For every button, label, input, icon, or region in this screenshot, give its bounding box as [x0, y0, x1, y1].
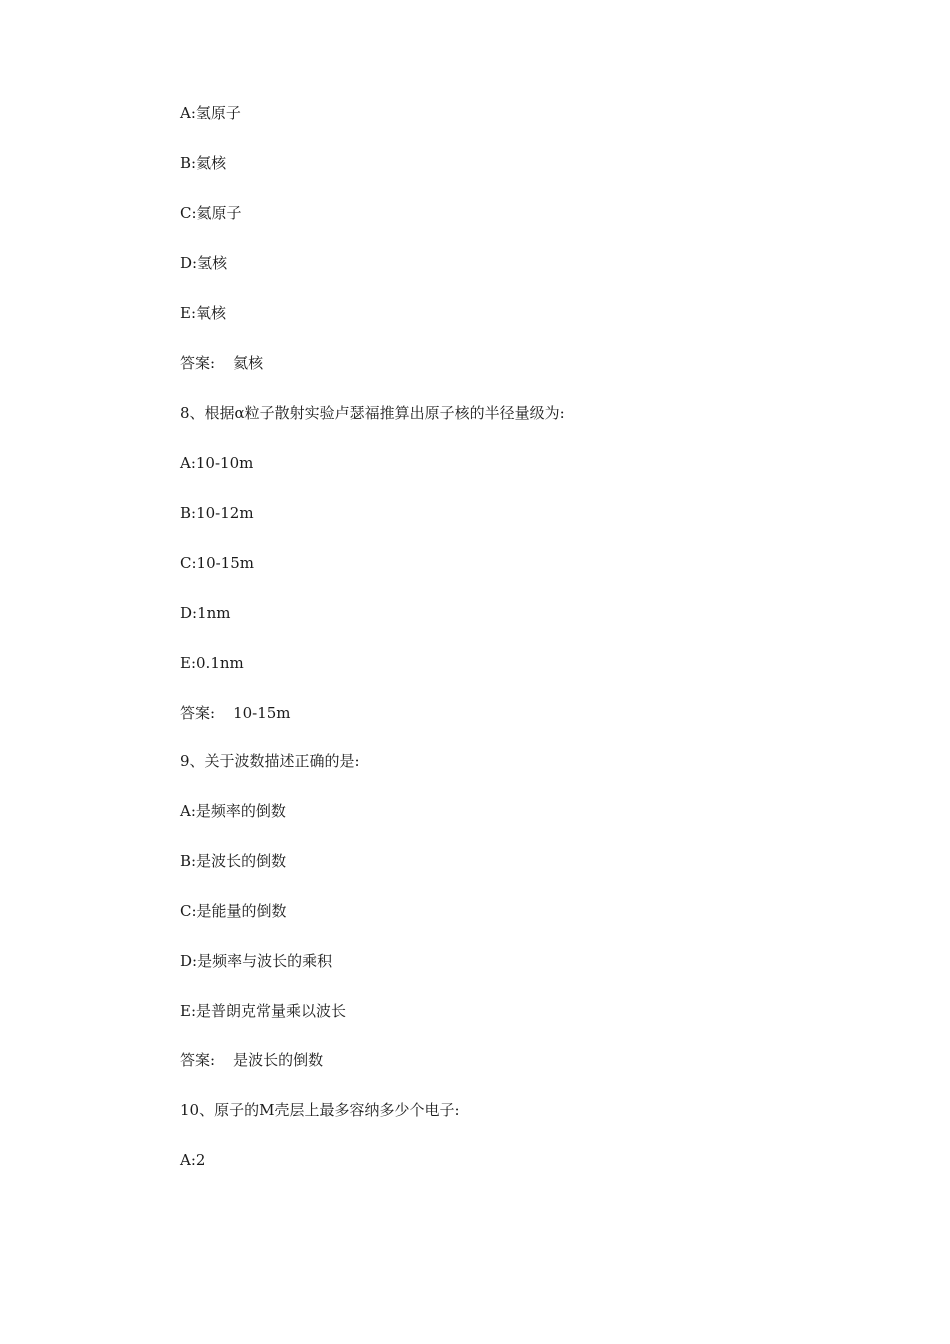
- q9-answer: [180, 1050, 323, 1070]
- q8-answer-value: 10-15m: [233, 704, 291, 722]
- q9-option-e: E:是普朗克常量乘以波长: [180, 1002, 347, 1020]
- q9-option-c: C:是能量的倒数: [180, 902, 287, 920]
- q8-option-e: E:0.1nm: [180, 654, 244, 672]
- q10-question: 10、原子的M壳层上最多容纳多少个电子:: [180, 1101, 460, 1119]
- q7-answer-label: 答案:: [180, 354, 216, 372]
- q7-option-b: B:氦核: [180, 154, 227, 172]
- q8-option-b: B:10-12m: [180, 504, 254, 522]
- q8-option-c: C:10-15m: [180, 554, 254, 572]
- q8-question: 8、根据α粒子散射实验卢瑟福推算出原子核的半径量级为:: [180, 404, 565, 422]
- q7-option-a: A:氢原子: [180, 104, 241, 122]
- q7-option-c: C:氦原子: [180, 204, 242, 222]
- q7-option-d: D:氢核: [180, 254, 228, 272]
- q8-answer-label: 答案:: [180, 704, 216, 722]
- q9-answer-label: 答案:: [180, 1051, 216, 1069]
- q9-option-b: B:是波长的倒数: [180, 852, 287, 870]
- q8-option-d: D:1nm: [180, 604, 231, 622]
- q10-option-a: A:2: [180, 1151, 206, 1169]
- q8-option-a: A:10-10m: [180, 454, 254, 472]
- q9-question: 9、关于波数描述正确的是:: [180, 752, 360, 770]
- q7-answer-value: 氦核: [233, 354, 264, 372]
- q8-answer: [180, 703, 291, 723]
- q7-option-e: E:氧核: [180, 304, 227, 322]
- q9-option-d: D:是频率与波长的乘积: [180, 952, 333, 970]
- q7-answer: [180, 353, 263, 373]
- q9-option-a: A:是频率的倒数: [180, 802, 286, 820]
- q9-answer-value: 是波长的倒数: [233, 1051, 324, 1069]
